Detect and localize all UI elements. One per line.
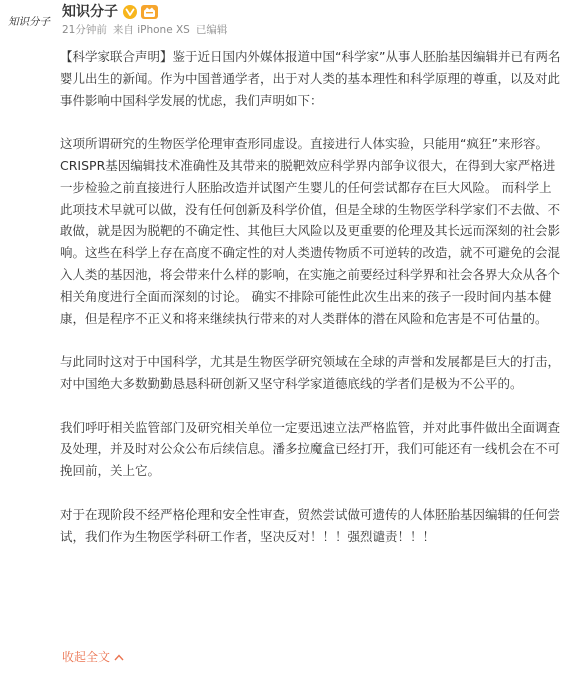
post-meta — [62, 23, 233, 37]
post-paragraph: 与此同时这对于中国科学，尤其是生物医学研究领域在全球的声誉和发展都是巨大的打击，对中国绝大多数勤勤恳恳科研创新又坚守科学家道德底线的学者们是极为不公平的。 — [60, 354, 561, 391]
collapse-full-text-link[interactable] — [62, 648, 124, 666]
author-row — [62, 3, 158, 21]
author-name[interactable]: 知识分子 — [62, 4, 118, 20]
post-body — [60, 46, 562, 547]
verified-badge-icon — [123, 5, 137, 19]
weibo-vip-icon[interactable] — [141, 5, 158, 19]
post-source: 来自 iPhone XS — [112, 24, 190, 36]
avatar[interactable] — [6, 4, 52, 38]
post-paragraph: 【科学家联合声明】鉴于近日国内外媒体报道中国“科学家”从事人胚胎基因编辑并已有两名婴儿出生的新闻。作为中国普通学者，出于对人类的基本理性和科学原理的尊重，以及对此事件影响中国科学发展的忧虑，我们声明如下： — [60, 49, 561, 108]
edited-label[interactable]: 已编辑 — [195, 24, 228, 36]
collapse-label: 收起全文 — [62, 650, 111, 664]
post-paragraph: 这项所谓研究的生物医学伦理审查形同虚设。直接进行人体实验，只能用“疯狂”来形容。CRISPR基因编辑技术准确性及其带来的脱靶效应科学界内部争议很大，在得到大家严格进一步检验之前直接进行人胚胎改造并试图产生婴儿的任何尝试都存在巨大风险。 而科学上此项技术早就可以做，没有任何创新及科学价值，但是全球的生物医学科学家们不去做、不敢做，就是因为脱靶的不确定性、其他巨大风险以及更重要的伦理及其长远而深刻的社会影响。这些在科学上存在高度不确定性的对人类遗传物质不可逆转的改造，就不可避免的会混入人类的基因池，将会带来什么样的影响，在实施之前要经过科学界和社会各界大众从各个相关角度进行全面而深刻的讨论。 确实不排除可能性此次生出来的孩子一段时间内基本健康，但是程序不正义和将来继续执行带来的对人类群体的潜在风险和危害是不可估量的。 — [60, 136, 561, 326]
avatar-logo-text: 知识分子 — [8, 16, 50, 28]
post-paragraph: 我们呼吁相关监管部门及研究相关单位一定要迅速立法严格监管，并对此事件做出全面调查及处理，并及时对公众公布后续信息。潘多拉魔盒已经打开，我们可能还有一线机会在不可挽回前，关上它。 — [60, 419, 561, 479]
avatar-logo — [6, 4, 52, 38]
chevron-up-icon — [114, 654, 124, 661]
post-header — [0, 0, 568, 42]
post-time[interactable]: 21分钟前 — [62, 24, 107, 36]
post-paragraph: 对于在现阶段不经严格伦理和安全性审查，贸然尝试做可遗传的人体胚胎基因编辑的任何尝试，我们作为生物医学科研工作者，坚决反对！！！强烈谴责！！！ — [60, 506, 561, 544]
